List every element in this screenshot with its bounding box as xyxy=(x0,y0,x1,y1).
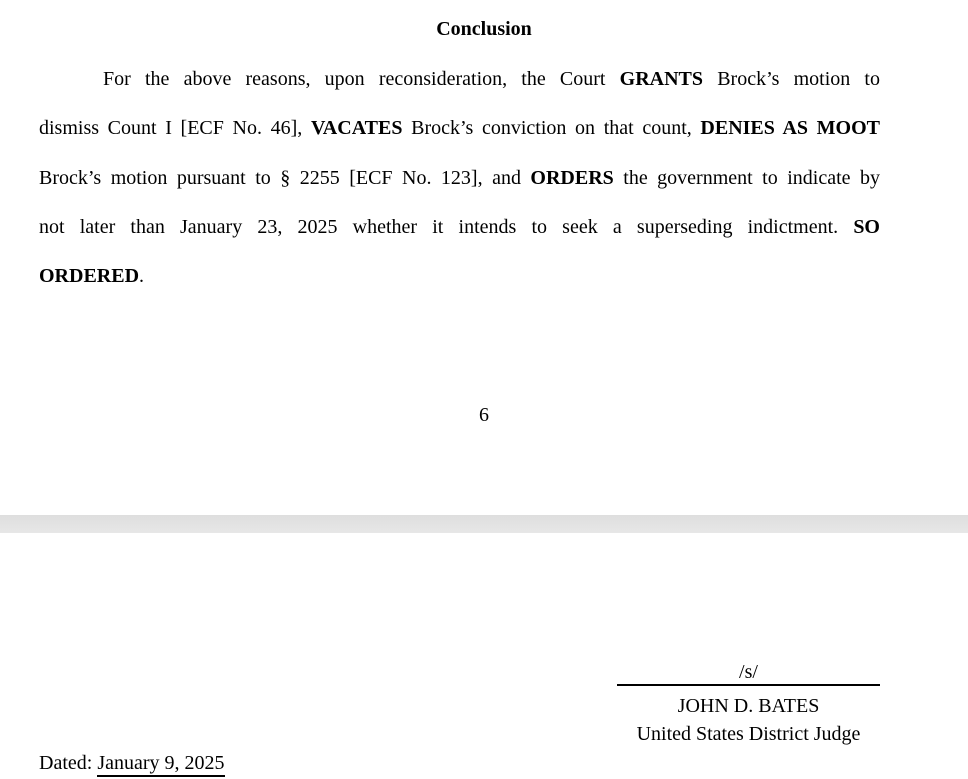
judge-name: JOHN D. BATES xyxy=(677,695,820,717)
text-run: For the above reasons, upon reconsideration, the Court xyxy=(103,68,620,90)
text-run: Brock’s conviction on that count, xyxy=(402,117,701,140)
text-run: . xyxy=(139,265,145,288)
body-paragraph xyxy=(39,55,880,301)
page-number: 6 xyxy=(479,404,489,426)
paragraph-line-4 xyxy=(39,203,880,252)
signature-s-mark: /s/ xyxy=(617,660,880,686)
paragraph-line-2 xyxy=(39,104,880,153)
text-run: the government to indicate by xyxy=(613,166,880,189)
text-run: dismiss Count I [ECF No. 46], xyxy=(39,117,311,140)
section-heading: Conclusion xyxy=(436,18,532,40)
document-page-7 xyxy=(0,533,968,779)
page-gap-divider xyxy=(0,515,968,533)
paragraph-line-5 xyxy=(39,252,880,301)
dated-label: Dated: xyxy=(39,752,98,774)
bold-text-run: ORDERED xyxy=(39,265,140,288)
bold-text-run: SO xyxy=(853,215,880,238)
paragraph-line-1 xyxy=(39,55,880,104)
dated-date: January 9, 2025 xyxy=(97,752,224,777)
bold-text-run: DENIES AS MOOT xyxy=(700,117,880,140)
bold-text-run: ORDERS xyxy=(530,166,614,189)
bold-text-run: VACATES xyxy=(310,117,403,140)
judge-title: United States District Judge xyxy=(636,723,861,745)
bold-text-run: GRANTS xyxy=(619,68,704,90)
text-run: not later than January 23, 2025 whether it intends to seek a superseding indictment. xyxy=(39,215,854,238)
text-run: Brock’s motion pursuant to § 2255 [ECF No. 123], and xyxy=(39,166,531,189)
paragraph-line-3 xyxy=(39,154,880,203)
text-run: Brock’s motion to xyxy=(703,68,880,90)
signature-block xyxy=(617,660,880,748)
dated-line xyxy=(39,749,225,777)
